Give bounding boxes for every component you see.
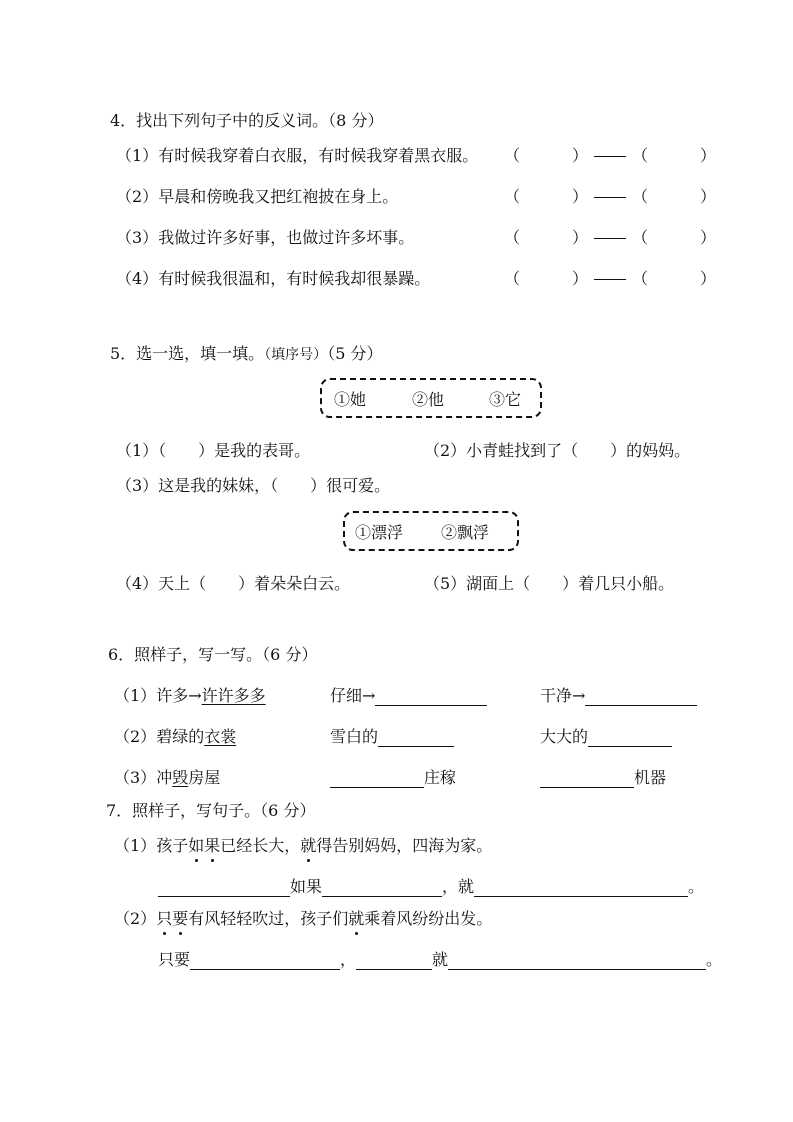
answer-blank[interactable] [378, 728, 454, 747]
dash-line [594, 156, 626, 157]
q4-answer-1[interactable]: （ ） （ ） [504, 146, 717, 165]
answer-blank[interactable] [375, 687, 487, 706]
q5-sentence-4: （4）天上（ ）着朵朵白云。 [116, 574, 351, 593]
q4-item-2 [116, 184, 398, 207]
answer-blank[interactable] [330, 769, 424, 788]
sentence: 有时候我穿着白衣服，有时候我穿着黑衣服。 [158, 146, 479, 165]
answer-blank[interactable] [356, 951, 432, 970]
q7-example-2: （2）只要有风轻轻吹过，孩子们就乘着风纷纷出发。 [114, 909, 493, 928]
q4-answer-4[interactable]: （ ） （ ） [504, 269, 717, 288]
q4-title: 4．找出下列句子中的反义词。（8 分） [110, 111, 384, 130]
q6-row1-example: （1）许多→许许多多 [114, 686, 266, 705]
q6-row2-b: 雪白的 [330, 724, 454, 747]
pronoun-options-box [320, 378, 542, 418]
q7-example-1: （1）孩子如果已经长大，就得告别妈妈，四海为家。 [114, 836, 493, 855]
item-number: （3） [116, 228, 159, 247]
q6-row3-b: 庄稼 [330, 765, 456, 788]
q5-title: 5．选一选，填一填。（填序号）（5 分） [110, 344, 383, 363]
q6-row1-b: 仔细→ [330, 683, 487, 706]
answer-blank[interactable] [448, 951, 706, 970]
q6-row2-c: 大大的 [540, 724, 672, 747]
option-3: ③它 [489, 390, 522, 409]
option-2: ②飘浮 [441, 523, 490, 542]
item-number: （2） [116, 187, 159, 206]
item-number: （4） [116, 269, 159, 288]
q4-answer-3[interactable]: （ ） （ ） [504, 228, 717, 247]
answer-blank[interactable] [588, 728, 672, 747]
answer-blank[interactable] [322, 878, 442, 897]
dash-line [594, 238, 626, 239]
q4-item-3 [116, 225, 414, 248]
q7-answer-line-2: 只要 ， 就 。 [158, 950, 723, 969]
q5-sentence-3: （3）这是我的妹妹，（ ）很可爱。 [116, 476, 391, 495]
answer-blank[interactable] [158, 878, 290, 897]
q7-title: 7．照样子，写句子。（6 分） [106, 801, 316, 820]
q5-sentence-2: （2）小青蛙找到了（ ）的妈妈。 [424, 441, 691, 460]
q6-row3-c: 机器 [540, 765, 666, 788]
option-2: ②他 [412, 390, 445, 409]
q4-answer-2[interactable]: （ ） （ ） [504, 187, 717, 206]
q7-answer-line-1: 如果 ，就 。 [158, 874, 704, 897]
item-number: （1） [116, 146, 159, 165]
sentence: 有时候我很温和，有时候我却很暴躁。 [158, 269, 431, 288]
q4-item-1 [116, 143, 478, 166]
answer-blank[interactable] [540, 769, 634, 788]
q6-row3-example: （3）冲毁房屋 [114, 768, 221, 787]
dash-line [594, 197, 626, 198]
answer-blank[interactable] [585, 687, 697, 706]
dash-line [594, 279, 626, 280]
answer-blank[interactable] [474, 878, 688, 897]
q6-row1-c: 干净→ [540, 683, 697, 706]
q6-title: 6．照样子，写一写。（6 分） [108, 645, 318, 664]
sentence: 我做过许多好事，也做过许多坏事。 [158, 228, 415, 247]
verb-options-box [343, 511, 519, 551]
answer-blank[interactable] [190, 951, 340, 970]
q5-sentence-1: （1）（ ）是我的表哥。 [116, 441, 311, 460]
option-1: ①漂浮 [355, 523, 404, 542]
q5-sentence-5: （5）湖面上（ ）着几只小船。 [424, 574, 675, 593]
q6-row2-example: （2）碧绿的衣裳 [114, 727, 237, 746]
option-1: ①她 [334, 390, 367, 409]
sentence: 早晨和傍晚我又把红袍披在身上。 [158, 187, 399, 206]
q4-item-4 [116, 266, 430, 289]
